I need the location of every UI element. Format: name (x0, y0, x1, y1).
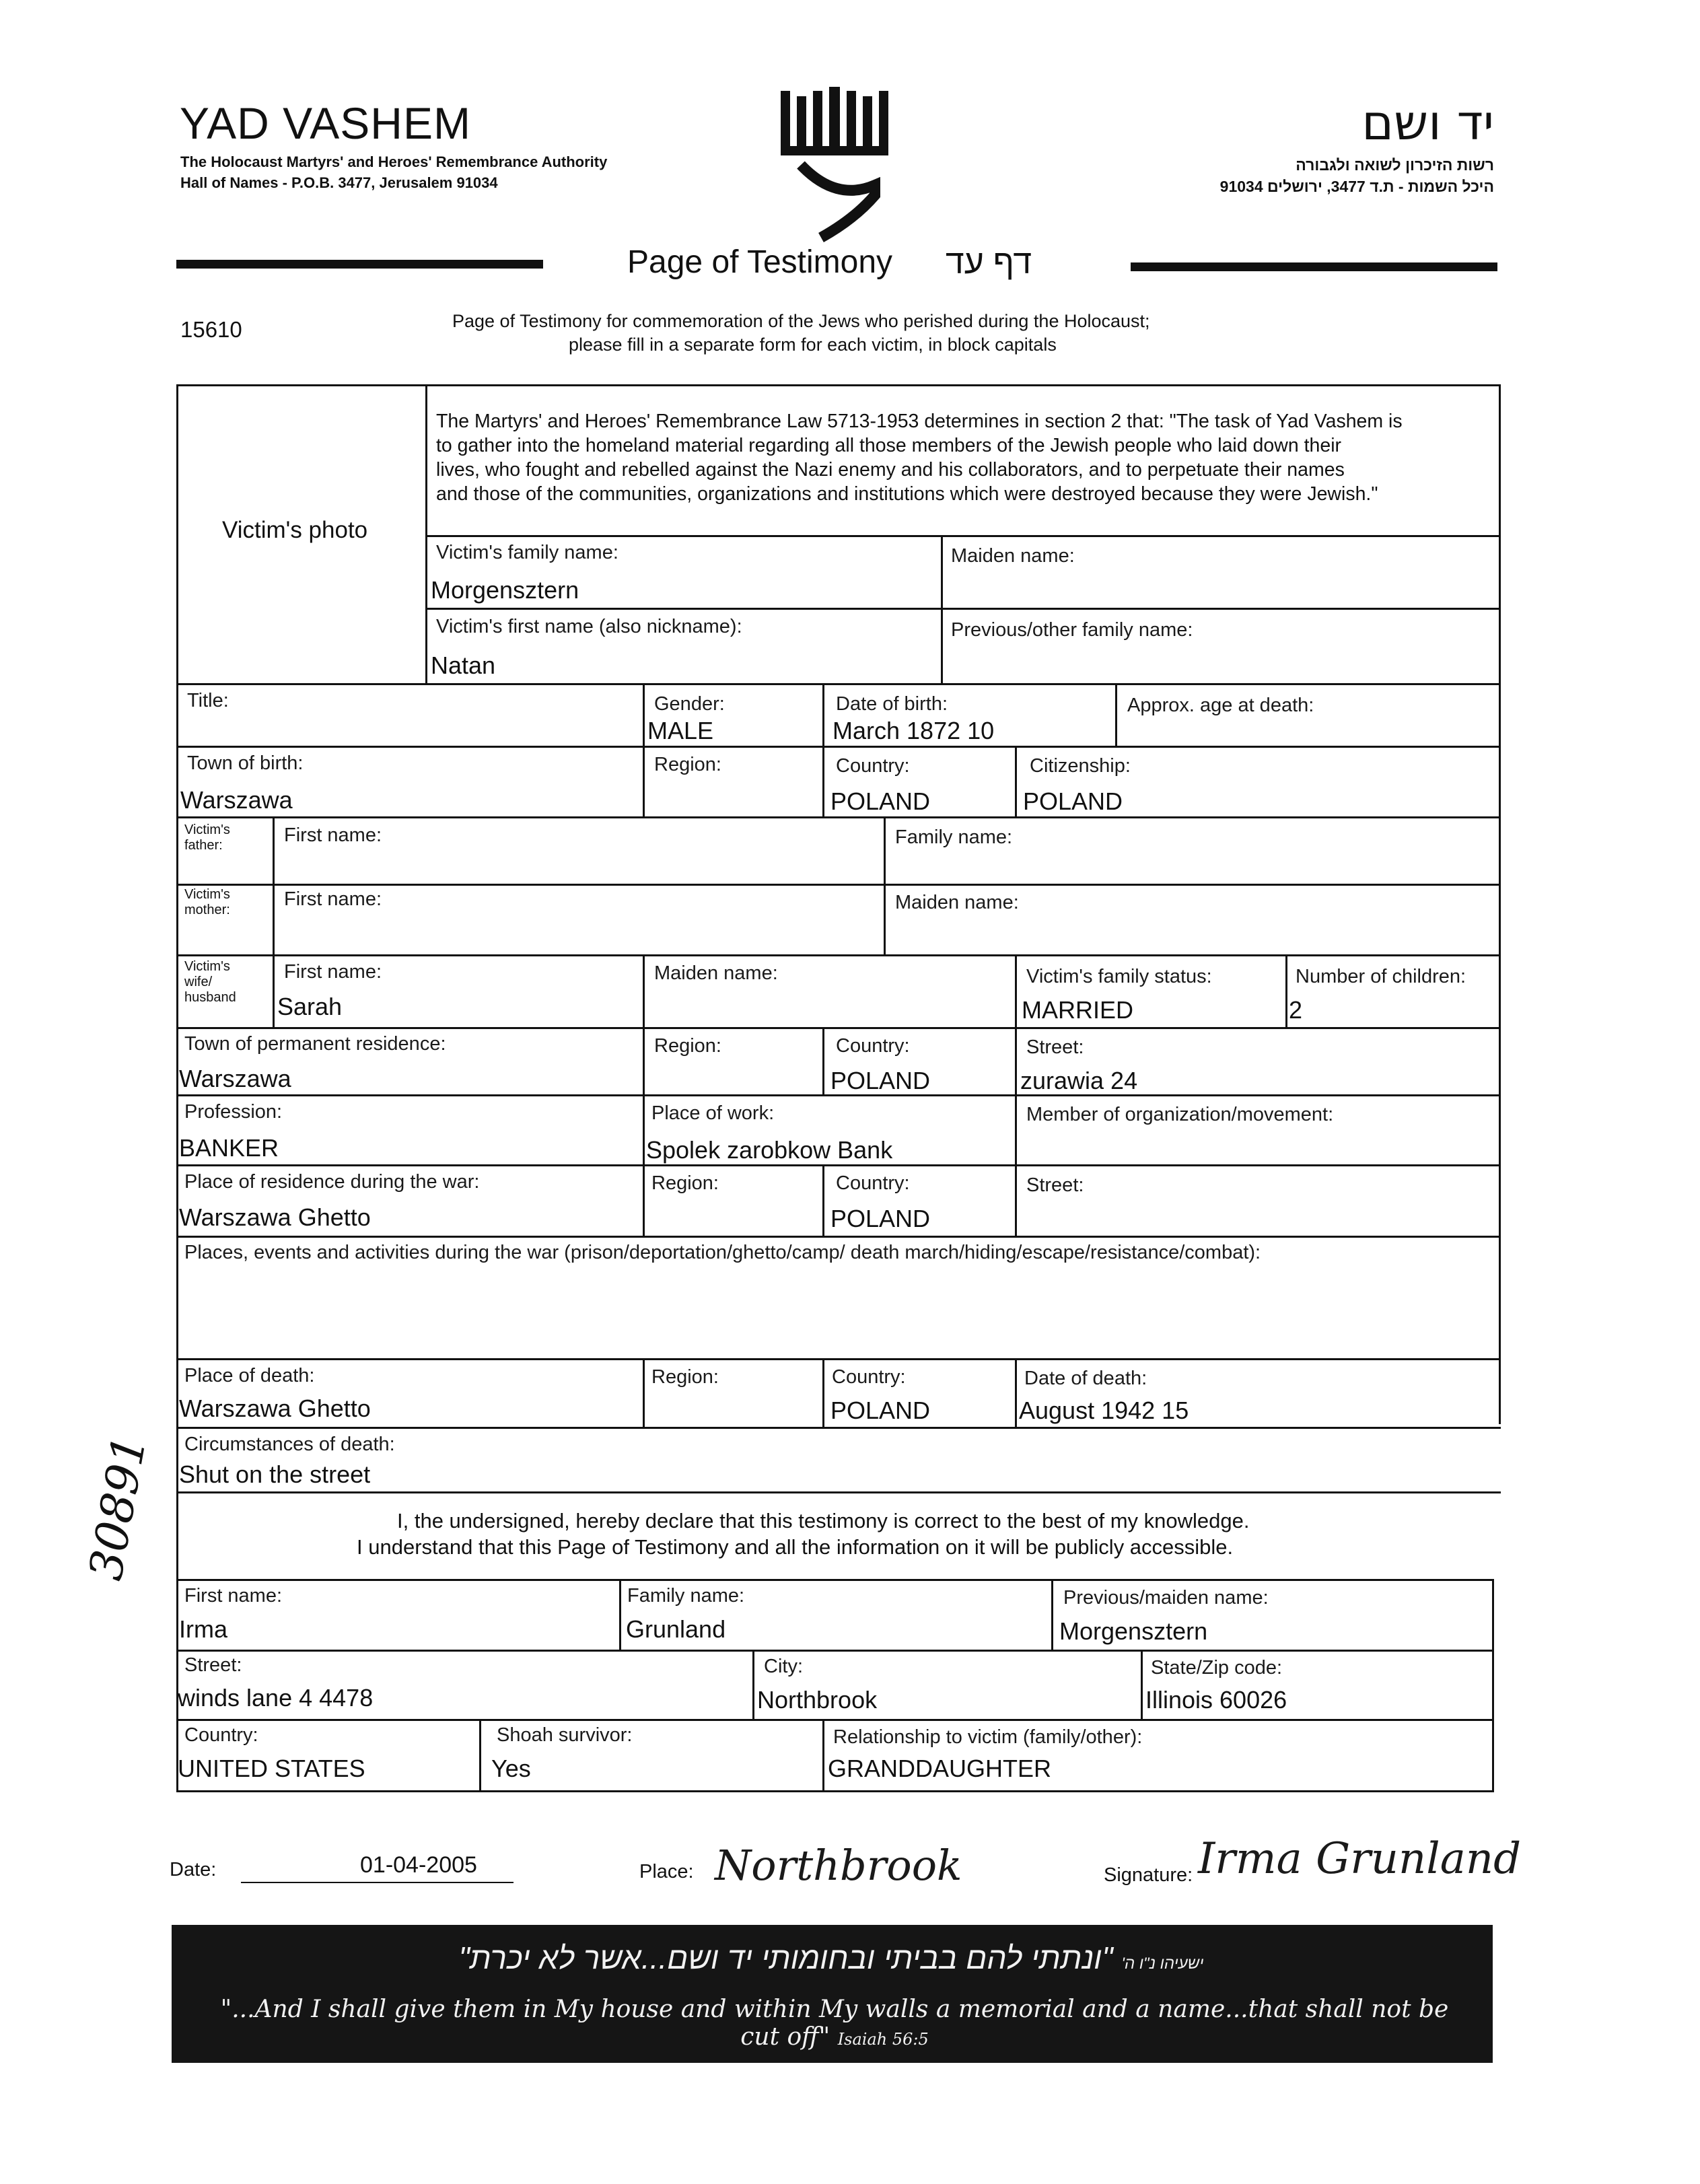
instructions-line-2: please fill in a separate form for each victim, in block capitals (569, 334, 1057, 355)
residence-street-value[interactable]: zurawia 24 (1020, 1067, 1138, 1094)
victim-previous-name-label: Previous/other family name: (951, 619, 1193, 641)
victim-family-name-value[interactable]: Morgensztern (431, 576, 579, 604)
submitter-street-label: Street: (184, 1654, 242, 1676)
form-number: 15610 (180, 317, 242, 342)
residence-street-label: Street: (1026, 1036, 1084, 1058)
death-country-label: Country: (832, 1366, 906, 1388)
submitter-city-value[interactable]: Northbrook (757, 1686, 878, 1714)
mother-maiden-name-label: Maiden name: (895, 892, 1019, 913)
submitter-maiden-label: Previous/maiden name: (1063, 1587, 1269, 1609)
quote-english (202, 1996, 1467, 2051)
org-subtitle: The Holocaust Martyrs' and Heroes' Remembrance Authority (180, 153, 608, 170)
war-residence-label: Place of residence during the war: (184, 1171, 480, 1193)
birth-region-label: Region: (654, 754, 721, 775)
number-of-children-label: Number of children: (1296, 966, 1466, 987)
submitter-street-value[interactable]: winds lane 4 4478 (178, 1684, 374, 1712)
profession-label: Profession: (184, 1101, 283, 1123)
submitter-first-name-value[interactable]: Irma (179, 1615, 227, 1643)
father-family-name-label: Family name: (895, 826, 1013, 848)
gender-label: Gender: (654, 693, 725, 715)
form-title: Page of Testimony (627, 244, 893, 280)
gender-value[interactable]: MALE (647, 717, 714, 744)
war-residence-value[interactable]: Warszawa Ghetto (179, 1203, 371, 1231)
law-text-line: lives, who fought and rebelled against the Nazi enemy and his collaborators, and to perpetuate their names (436, 459, 1345, 481)
place-handwritten-value[interactable]: Northbrook (715, 1841, 962, 1890)
title-rule-left (176, 260, 543, 269)
declaration-line-2: I understand that this Page of Testimony and all the information on it will be publicly accessible. (357, 1535, 1234, 1559)
submitter-city-label: City: (764, 1656, 803, 1677)
law-text (436, 409, 1491, 506)
residence-country-value[interactable]: POLAND (830, 1067, 931, 1094)
victim-first-name-value[interactable]: Natan (431, 651, 496, 679)
residence-town-value[interactable]: Warszawa (179, 1065, 291, 1092)
shoah-survivor-value[interactable]: Yes (491, 1755, 531, 1782)
citizenship-value[interactable]: POLAND (1023, 787, 1123, 815)
residence-country-label: Country: (836, 1035, 910, 1057)
submitter-country-value[interactable]: UNITED STATES (178, 1755, 365, 1782)
spouse-first-name-label: First name: (284, 961, 382, 983)
quote-hebrew (199, 1940, 1464, 1976)
death-country-value[interactable]: POLAND (830, 1397, 931, 1424)
victim-family-name-label: Victim's family name: (436, 542, 618, 563)
org-address-he: היכל השמות - ת.ד 3477, ירושלים 91034 (1219, 178, 1494, 195)
profession-value[interactable]: BANKER (179, 1134, 279, 1162)
father-first-name-label: First name: (284, 824, 382, 846)
quote-banner (172, 1925, 1493, 2063)
instructions-line-1: Page of Testimony for commemoration of the Jews who perished during the Holocaust; (452, 311, 1150, 331)
place-of-work-value[interactable]: Spolek zarobkow Bank (646, 1136, 893, 1164)
spouse-side-label: Victim's wife/ husband (184, 959, 236, 1005)
war-street-label: Street: (1026, 1174, 1084, 1196)
signature-handwritten[interactable]: Irma Grunland (1198, 1834, 1522, 1884)
organization-label: Member of organization/movement: (1026, 1104, 1334, 1125)
residence-town-label: Town of permanent residence: (184, 1033, 446, 1055)
date-of-death-value[interactable]: August 1942 15 (1019, 1397, 1189, 1424)
place-of-work-label: Place of work: (651, 1102, 775, 1124)
death-circumstances-value[interactable]: Shut on the street (179, 1460, 371, 1488)
mother-first-name-label: First name: (284, 888, 382, 910)
spouse-first-name-value[interactable]: Sarah (277, 993, 343, 1020)
birth-country-label: Country: (836, 755, 910, 777)
submitter-country-label: Country: (184, 1724, 258, 1746)
mother-side-label: Victim's mother: (184, 887, 230, 917)
submitter-family-name-value[interactable]: Grunland (626, 1615, 726, 1643)
war-country-label: Country: (836, 1172, 910, 1194)
submitter-maiden-value[interactable]: Morgensztern (1059, 1617, 1208, 1645)
org-subtitle-he: רשות הזיכרון לשואה ולגבורה (1296, 156, 1494, 174)
father-side-label: Victim's father: (184, 822, 230, 853)
place-label: Place: (639, 1861, 694, 1882)
victim-first-name-label: Victim's first name (also nickname): (436, 616, 742, 637)
submitter-state-label: State/Zip code: (1151, 1657, 1283, 1679)
yad-vashem-logo (774, 84, 898, 242)
date-label: Date: (170, 1859, 217, 1880)
org-name: YAD VASHEM (180, 98, 471, 148)
submitter-family-name-label: Family name: (627, 1585, 745, 1607)
law-text-line: The Martyrs' and Heroes' Remembrance Law 5713-1953 determines in section 2 that: "The task of Yad Vashem is (436, 411, 1403, 432)
death-circumstances-label: Circumstances of death: (184, 1434, 395, 1455)
org-address: Hall of Names - P.O.B. 3477, Jerusalem 91034 (180, 174, 498, 191)
quote-english-text: "...And I shall give them in My house and within My walls a memorial and a name...that shall not be cut off" (220, 1996, 1449, 2051)
org-name-he: יד ושם (1361, 94, 1494, 151)
quote-english-source: Isaiah 56:5 (837, 2030, 929, 2049)
town-of-birth-label: Town of birth: (187, 752, 304, 774)
submitter-state-value[interactable]: Illinois 60026 (1145, 1686, 1287, 1714)
quote-hebrew-source: ישעיהו נ"ו ה' (1121, 1954, 1204, 1973)
residence-region-label: Region: (654, 1035, 721, 1057)
family-status-value[interactable]: MARRIED (1022, 996, 1134, 1024)
date-underline (241, 1882, 513, 1883)
war-country-value[interactable]: POLAND (830, 1205, 931, 1232)
citizenship-label: Citizenship: (1030, 755, 1131, 777)
law-text-line: to gather into the homeland material regarding all those members of the Jewish people who laid down their (436, 435, 1342, 456)
town-of-birth-value[interactable]: Warszawa (180, 786, 293, 814)
margin-note-handwritten: 30891 (79, 1431, 157, 1584)
spouse-maiden-name-label: Maiden name: (654, 962, 778, 984)
war-region-label: Region: (651, 1172, 719, 1194)
submitter-first-name-label: First name: (184, 1585, 283, 1607)
birth-country-value[interactable]: POLAND (830, 787, 931, 815)
victim-maiden-name-label: Maiden name: (951, 545, 1075, 567)
declaration-line-1: I, the undersigned, hereby declare that this testimony is correct to the best of my knowledge. (397, 1509, 1250, 1533)
death-region-label: Region: (651, 1366, 719, 1388)
date-of-death-label: Date of death: (1024, 1368, 1147, 1389)
dob-value[interactable]: March 1872 10 (833, 717, 995, 744)
title-label: Title: (187, 690, 229, 711)
dob-label: Date of birth: (836, 693, 948, 715)
quote-hebrew-text: "ונתתי להם בביתי ובחומותי יד ושם...אשר לא יכרת" (458, 1940, 1113, 1975)
age-at-death-label: Approx. age at death: (1127, 695, 1314, 716)
shoah-survivor-label: Shoah survivor: (497, 1724, 633, 1746)
place-of-death-value[interactable]: Warszawa Ghetto (179, 1395, 371, 1422)
victim-photo-label: Victim's photo (222, 517, 368, 543)
form-title-he: דף עד (946, 243, 1032, 281)
place-of-death-label: Place of death: (184, 1365, 315, 1386)
relationship-label: Relationship to victim (family/other): (833, 1726, 1143, 1748)
war-events-label: Places, events and activities during the war (prison/deportation/ghetto/camp/ death march/hiding/escape/resistance/combat): (184, 1242, 1261, 1263)
law-text-line: and those of the communities, organizations and institutions which were destroyed because they were Jewish." (436, 483, 1378, 505)
title-rule-right (1131, 262, 1497, 271)
family-status-label: Victim's family status: (1026, 966, 1212, 987)
date-value[interactable]: 01-04-2005 (360, 1852, 477, 1878)
signature-label: Signature: (1104, 1864, 1193, 1886)
relationship-value[interactable]: GRANDDAUGHTER (828, 1755, 1052, 1782)
number-of-children-value[interactable]: 2 (1289, 996, 1303, 1024)
